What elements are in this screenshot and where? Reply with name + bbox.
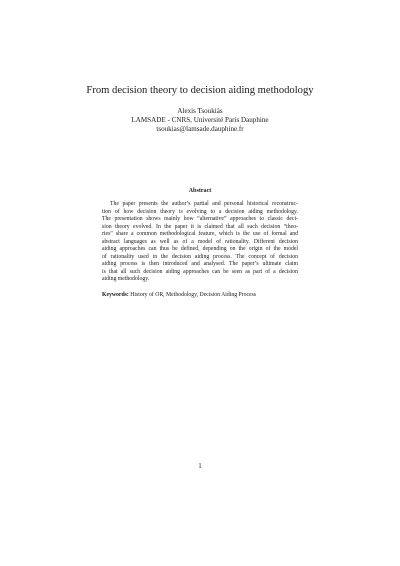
abstract-line: abstract languages as well as of a model of rationality. Different decision [102,238,298,245]
abstract-line: The presentation shows mainly how “alternative” approaches to classic deci- [102,216,298,223]
keywords [102,292,302,300]
abstract-line: tion of how decision theory is evolving to a decision aiding methodology. [102,208,298,215]
author-email: tsoukias@lamsade.dauphine.fr [156,125,244,133]
author-block [0,107,400,134]
abstract-heading: Abstract [188,188,212,194]
page-number: 1 [198,462,202,470]
keywords-text: History of OR, Methodology, Decision Aiding Process [130,292,257,298]
abstract-line: aiding approaches can thus be defined, depending on the origin of the model [102,246,298,253]
keywords-label: Keywords: [102,292,129,298]
abstract-line: aiding process is then introduced and analysed. The paper’s ultimate claim [102,261,298,268]
abstract-line: The paper presents the author’s partial and personal historical reconstruc- [110,201,298,207]
author-name: Alexis Tsoukiàs [177,107,223,115]
abstract-line: sion theory evolved. In the paper it is claimed that all such decision “theo- [102,223,298,230]
abstract-line: ries” share a common methodological feature, which is the use of formal and [102,231,298,238]
abstract-line: is that all such decision aiding approaches can be seen as part of a decision [102,268,298,275]
author-affiliation: LAMSADE - CNRS, Université Paris Dauphine [131,116,269,124]
abstract-line: of rationality used in the decision aiding process. The concept of decision [102,253,298,260]
abstract-line: aiding methodology. [102,276,150,283]
abstract-body [102,201,298,284]
paper-title: From decision theory to decision aiding methodology [86,85,314,96]
